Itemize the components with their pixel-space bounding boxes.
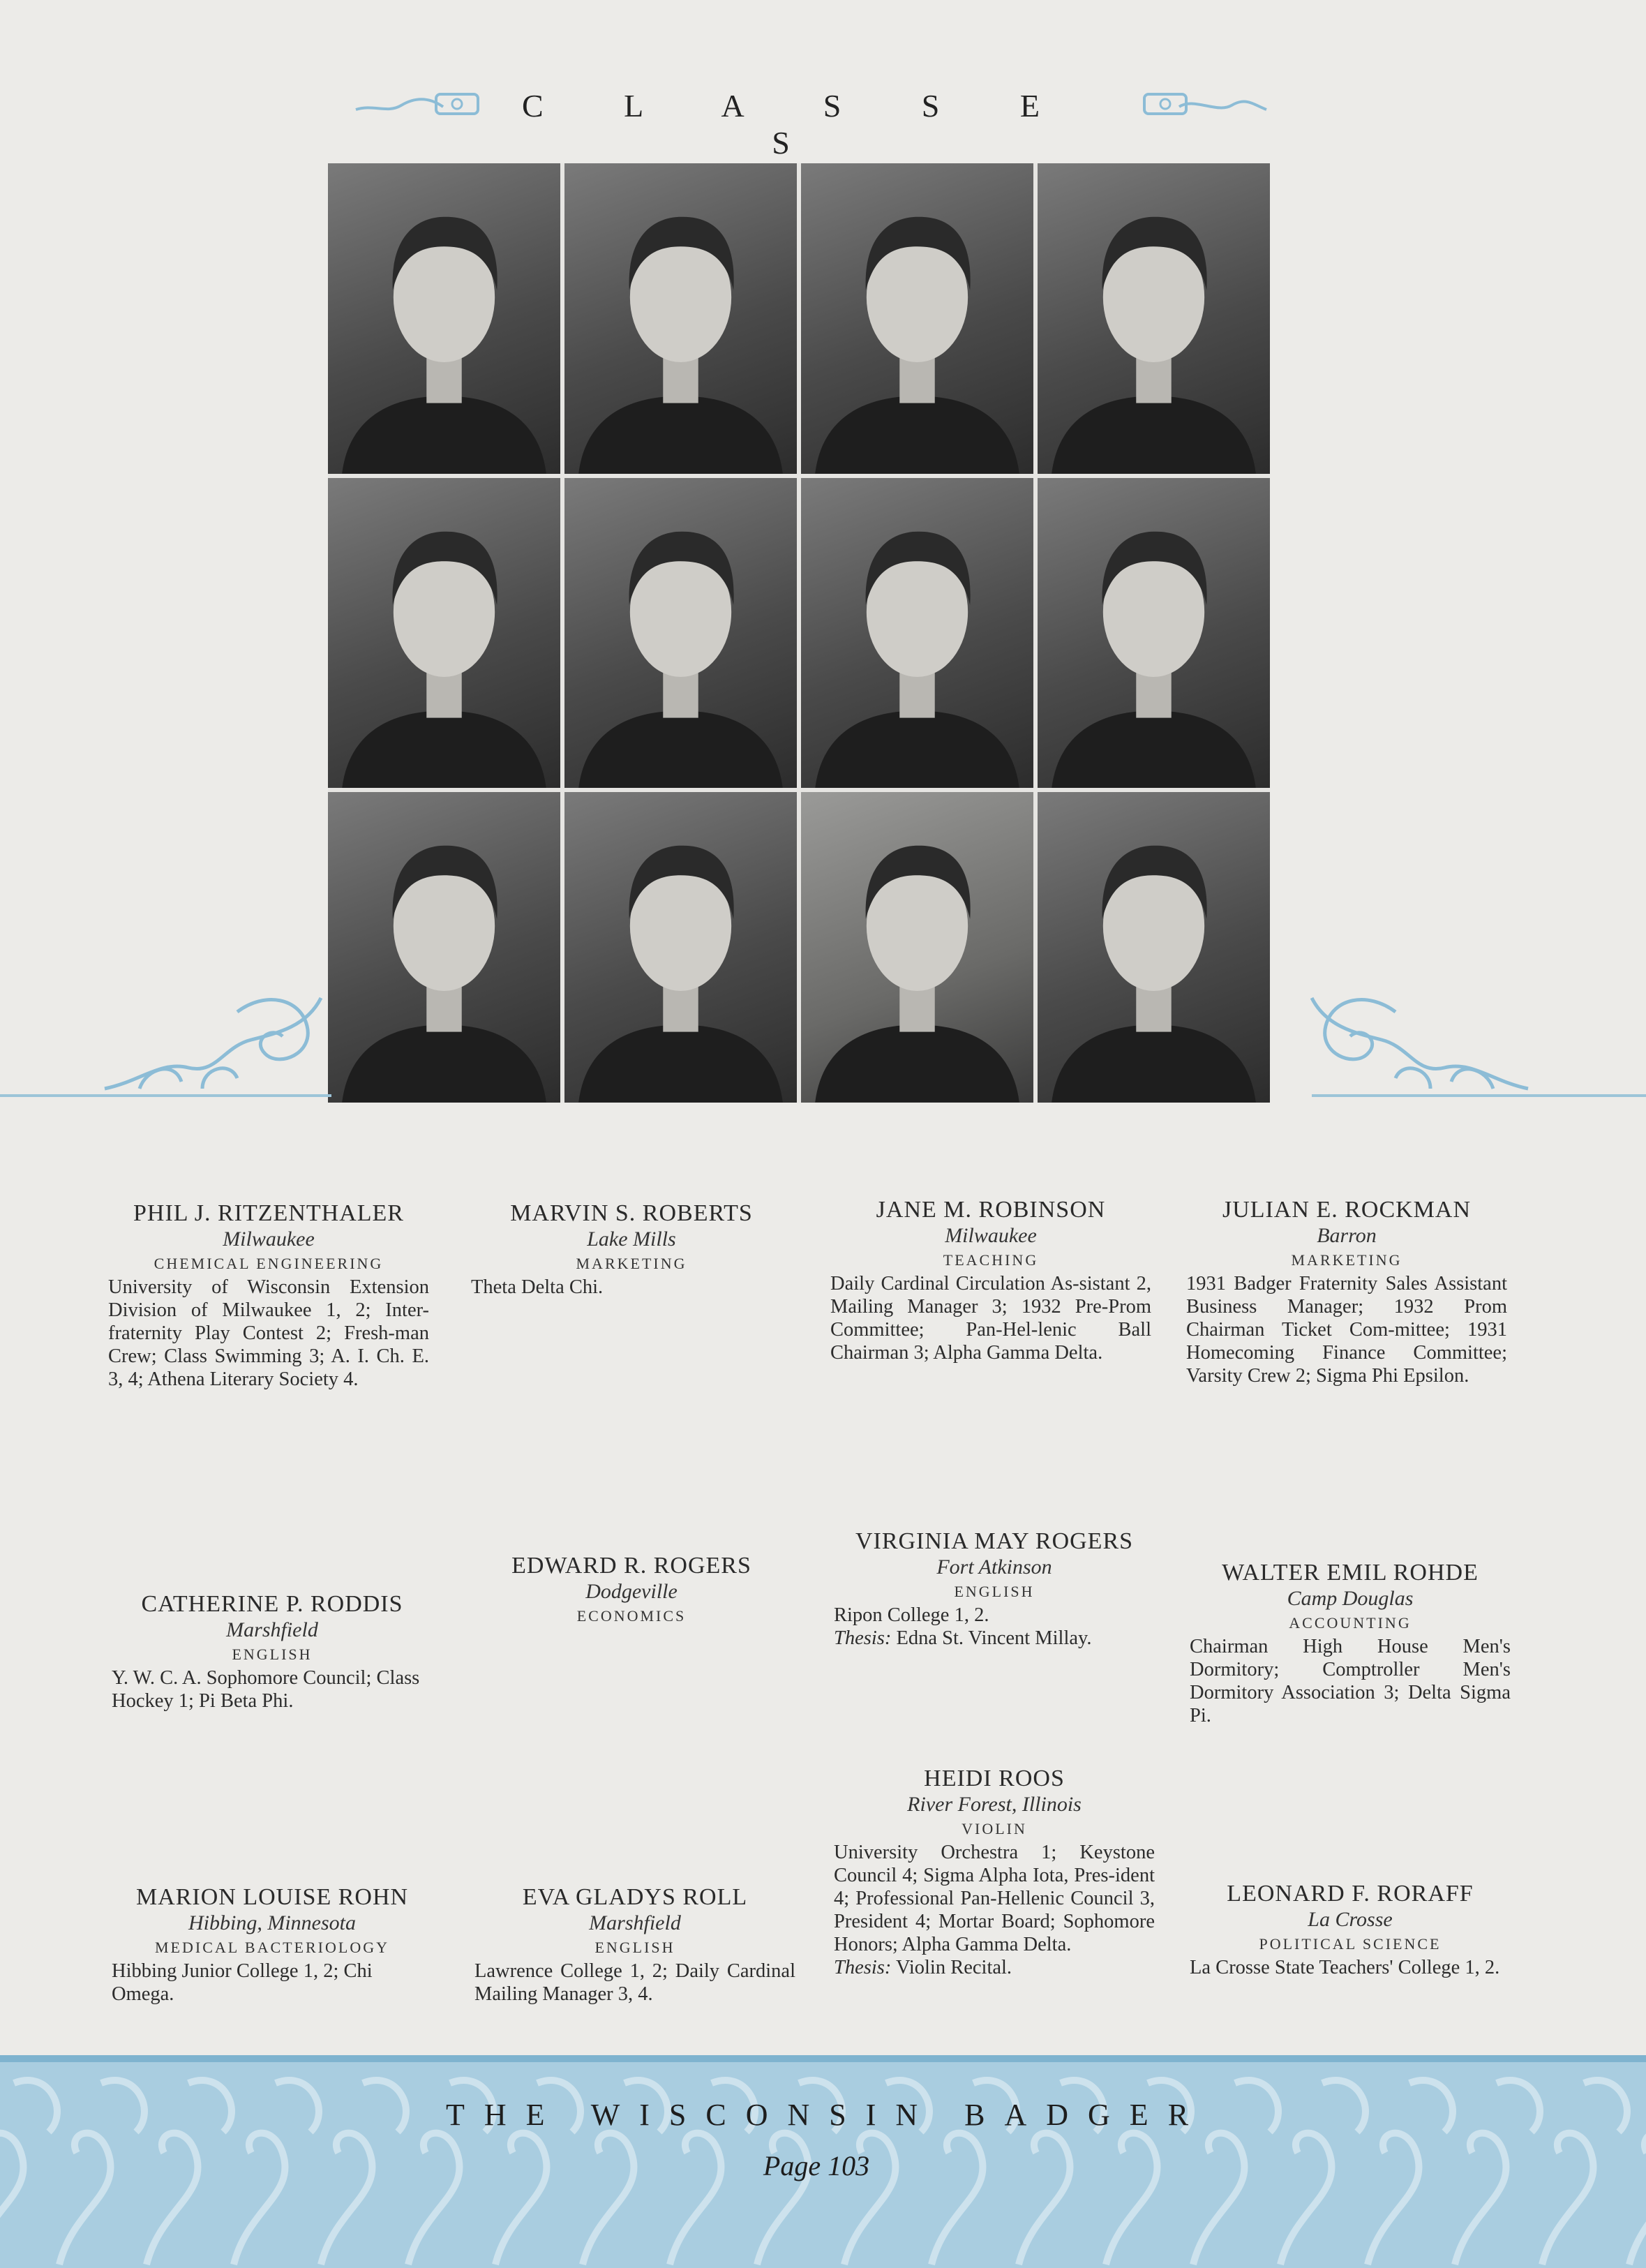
student-entry	[1190, 1560, 1511, 1727]
department: ENGLISH	[232, 1646, 313, 1663]
department: TEACHING	[943, 1251, 1039, 1269]
student-name: VIRGINIA MAY ROGERS	[855, 1528, 1134, 1554]
thesis-line	[834, 1627, 1155, 1650]
page-number: Page 103	[763, 2150, 870, 2181]
activities: Ripon College 1, 2.	[834, 1604, 989, 1626]
portrait-grid	[328, 163, 1270, 1103]
student-entry	[474, 1884, 795, 2006]
portrait-photo	[328, 478, 560, 789]
department: POLITICAL SCIENCE	[1259, 1935, 1442, 1953]
silhouette-icon	[564, 163, 797, 474]
student-name: JULIAN E. ROCKMAN	[1222, 1197, 1472, 1223]
activities: La Crosse State Teachers' College 1, 2.	[1190, 1957, 1500, 1978]
silhouette-icon	[564, 792, 797, 1103]
silhouette-icon	[328, 478, 560, 789]
hometown: La Crosse	[1308, 1908, 1393, 1931]
activities: Y. W. C. A. Sophomore Council; Class Hockey 1; Pi Beta Phi.	[112, 1667, 420, 1712]
thesis-line	[834, 1956, 1155, 1979]
portrait-photo	[328, 163, 560, 474]
activities: University Orchestra 1; Keystone Council 4; Sigma Alpha Iota, Pres-ident 4; Professional Pan-Hellenic Council 3, President 4; Mortar Board; Sophomore Honors; Alpha Gamma Delta.	[834, 1842, 1155, 1955]
silhouette-icon	[564, 478, 797, 789]
department: ACCOUNTING	[1289, 1614, 1412, 1632]
student-name: PHIL J. RITZENTHALER	[133, 1200, 404, 1226]
activities: Theta Delta Chi.	[471, 1276, 604, 1298]
silhouette-icon	[1038, 163, 1270, 474]
portrait-photo	[1038, 163, 1270, 474]
hometown: Lake Mills	[587, 1228, 676, 1251]
activities: University of Wisconsin Extension Division of Milwaukee 1, 2; Inter-fraternity Play Contest 2; Fresh-man Crew; Class Swimming 3; A. I. Ch. E. 3, 4; Athena Literary Society 4.	[108, 1276, 429, 1390]
department: MEDICAL BACTERIOLOGY	[155, 1939, 389, 1956]
thesis-title: Violin Recital.	[895, 1957, 1012, 1978]
department: ECONOMICS	[576, 1607, 687, 1625]
portrait-photo	[564, 478, 797, 789]
page-footer	[0, 2055, 1646, 2268]
student-name: LEONARD F. RORAFF	[1227, 1881, 1474, 1907]
section-title: C L A S S E S	[522, 88, 1076, 161]
activities: 1931 Badger Fraternity Sales Assistant Business Manager; 1932 Prom Chairman Ticket Com-mittee; 1931 Homecoming Finance Committee; Varsity Crew 2; Sigma Phi Epsilon.	[1186, 1273, 1507, 1387]
student-entry	[834, 1766, 1155, 1979]
student-name: EDWARD R. ROGERS	[511, 1553, 751, 1579]
activities: Chairman High House Men's Dormitory; Comptroller Men's Dormitory Association 3; Delta Sigma Pi.	[1190, 1636, 1511, 1726]
hometown: Marshfield	[589, 1911, 681, 1934]
silhouette-icon	[328, 792, 560, 1103]
silhouette-icon	[801, 163, 1033, 474]
silhouette-icon	[801, 792, 1033, 1103]
silhouette-icon	[1038, 478, 1270, 789]
department: ENGLISH	[954, 1583, 1035, 1600]
hometown: Marshfield	[226, 1618, 318, 1641]
silhouette-icon	[801, 478, 1033, 789]
department: CHEMICAL ENGINEERING	[154, 1255, 384, 1272]
student-entry	[830, 1197, 1151, 1364]
student-entry	[112, 1591, 433, 1713]
hometown: River Forest, Illinois	[907, 1793, 1082, 1816]
page-header	[0, 87, 1646, 161]
hometown: Camp Douglas	[1287, 1587, 1414, 1610]
student-name: WALTER EMIL ROHDE	[1222, 1560, 1479, 1586]
hometown: Fort Atkinson	[936, 1555, 1052, 1579]
student-entry	[471, 1553, 792, 1628]
thesis-label: Thesis:	[834, 1627, 892, 1649]
department: VIOLIN	[962, 1820, 1027, 1837]
student-entry	[112, 1884, 433, 2006]
student-name: MARVIN S. ROBERTS	[510, 1200, 753, 1226]
hometown: Milwaukee	[223, 1228, 315, 1251]
student-name: EVA GLADYS ROLL	[522, 1884, 748, 1910]
department: ENGLISH	[594, 1939, 675, 1956]
student-name: JANE M. ROBINSON	[876, 1197, 1106, 1223]
thesis-title: Edna St. Vincent Millay.	[896, 1627, 1092, 1649]
portrait-photo	[564, 163, 797, 474]
silhouette-icon	[328, 163, 560, 474]
portrait-photo	[801, 163, 1033, 474]
hometown: Milwaukee	[945, 1224, 1037, 1247]
department: MARKETING	[576, 1255, 687, 1272]
portrait-photo	[801, 478, 1033, 789]
student-name: MARION LOUISE ROHN	[135, 1884, 409, 1910]
right-header-ornament	[1141, 90, 1270, 118]
student-name: CATHERINE P. RODDIS	[141, 1591, 403, 1617]
portrait-photo	[801, 792, 1033, 1103]
student-entry	[1186, 1197, 1507, 1387]
portrait-photo	[1038, 478, 1270, 789]
magazine-title: THE WISCONSIN BADGER	[445, 2098, 1209, 2132]
student-entry	[108, 1200, 429, 1391]
activities: Daily Cardinal Circulation As-sistant 2, Mailing Manager 3; 1932 Pre-Prom Committee; Pan-Hel-lenic Ball Chairman 3; Alpha Gamma Delta.	[830, 1273, 1151, 1364]
hometown: Hibbing, Minnesota	[188, 1911, 356, 1934]
right-scroll-ornament	[1305, 984, 1535, 1096]
student-name: HEIDI ROOS	[924, 1766, 1065, 1791]
portrait-photo	[564, 792, 797, 1103]
left-scroll-ornament	[98, 984, 328, 1096]
student-entry	[1190, 1881, 1511, 1979]
student-entry	[834, 1528, 1155, 1650]
hometown: Barron	[1317, 1224, 1377, 1247]
portrait-photo	[1038, 792, 1270, 1103]
activities: Lawrence College 1, 2; Daily Cardinal Mailing Manager 3, 4.	[474, 1960, 795, 2005]
silhouette-icon	[1038, 792, 1270, 1103]
hometown: Dodgeville	[585, 1580, 678, 1603]
department: MARKETING	[1291, 1251, 1402, 1269]
portrait-photo	[328, 792, 560, 1103]
activities: Hibbing Junior College 1, 2; Chi Omega.	[112, 1960, 373, 2005]
thesis-label: Thesis:	[834, 1957, 892, 1978]
left-header-ornament	[352, 90, 481, 118]
student-entry	[471, 1200, 792, 1299]
